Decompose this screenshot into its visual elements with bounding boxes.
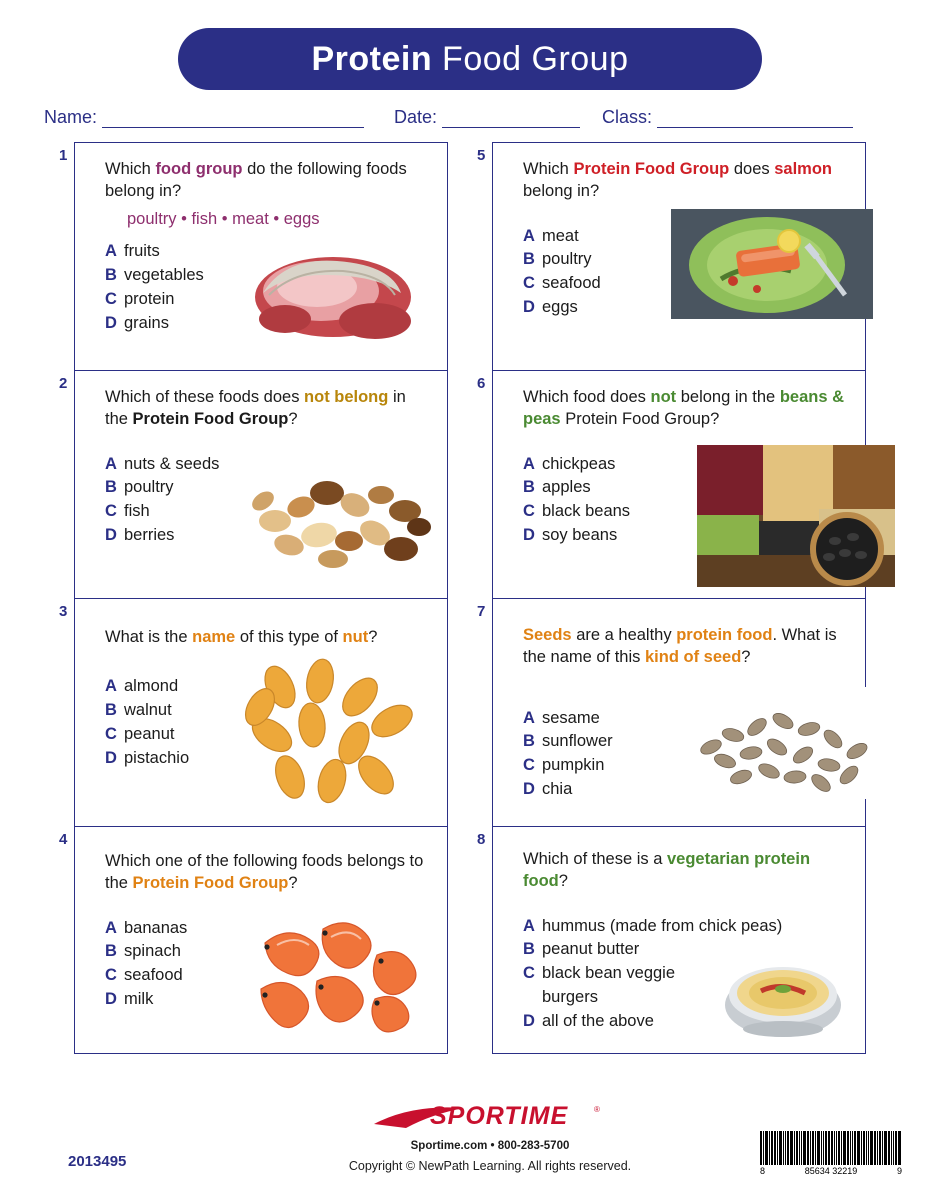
answer-letter: B <box>105 942 117 961</box>
answer-text: fruits <box>124 242 160 261</box>
class-label: Class: <box>602 107 653 127</box>
answer-text: chickpeas <box>542 454 616 473</box>
answer-letter: D <box>105 990 117 1009</box>
page-title <box>311 40 628 79</box>
answer-option[interactable] <box>523 938 851 962</box>
barcode-digit-left: 8 <box>760 1166 766 1176</box>
answer-letter: B <box>523 940 535 959</box>
answer-letter: A <box>523 916 535 935</box>
answer-option[interactable] <box>105 240 433 264</box>
question-card-5 <box>477 142 866 370</box>
answer-list <box>523 915 851 1035</box>
answer-option[interactable] <box>523 272 851 296</box>
page-title-bold: Protein <box>311 39 433 78</box>
svg-text:®: ® <box>594 1105 600 1114</box>
answer-text: poultry <box>124 478 174 497</box>
answer-text: poultry <box>542 250 592 269</box>
answer-option[interactable] <box>523 962 851 1010</box>
answer-text: hummus (made from chick peas) <box>542 916 783 935</box>
answer-text: black bean veggie burgers <box>542 964 676 1007</box>
page-title-light: Food Group <box>432 39 629 78</box>
answer-option[interactable] <box>105 524 433 548</box>
answer-letter: C <box>523 274 535 293</box>
answer-list <box>105 675 433 771</box>
answer-letter: C <box>105 966 117 985</box>
answer-text: soy beans <box>542 526 618 545</box>
name-field[interactable] <box>44 107 364 128</box>
answer-option[interactable] <box>523 476 851 500</box>
question-card-8 <box>477 826 866 1054</box>
answer-text: fish <box>124 502 150 521</box>
answer-option[interactable] <box>105 917 433 941</box>
question-prompt: Which of these is a vegetarian protein food? <box>523 850 811 890</box>
answer-text: all of the above <box>542 1012 654 1031</box>
answer-option[interactable] <box>523 296 851 320</box>
name-input-rule[interactable] <box>102 114 364 128</box>
answer-text: apples <box>542 478 591 497</box>
answer-option[interactable] <box>105 723 433 747</box>
answer-text: seafood <box>542 274 601 293</box>
class-input-rule[interactable] <box>657 114 853 128</box>
answer-option[interactable] <box>105 940 433 964</box>
answer-text: walnut <box>124 700 172 719</box>
barcode-digit-mid: 85634 32219 <box>804 1166 858 1176</box>
answer-option[interactable] <box>105 264 433 288</box>
answer-letter: A <box>105 676 117 695</box>
answer-option[interactable] <box>523 730 851 754</box>
question-card-3 <box>59 598 448 826</box>
answer-option[interactable] <box>523 225 851 249</box>
answer-letter: B <box>105 266 117 285</box>
answer-text: sunflower <box>542 732 613 751</box>
answer-text: bananas <box>124 918 188 937</box>
question-prompt: Which one of the following foods belongs to the Protein Food Group? <box>105 852 424 892</box>
answer-option[interactable] <box>523 524 851 548</box>
question-number: 3 <box>59 603 68 620</box>
name-label: Name: <box>44 107 98 127</box>
answer-option[interactable] <box>523 754 851 778</box>
question-number: 4 <box>59 831 68 848</box>
answer-letter: A <box>105 454 117 473</box>
class-field[interactable] <box>602 107 853 128</box>
question-number: 7 <box>477 603 486 620</box>
barcode-bars <box>760 1131 902 1165</box>
answer-option[interactable] <box>523 248 851 272</box>
answer-letter: A <box>523 226 535 245</box>
answer-letter: C <box>105 724 117 743</box>
question-number: 5 <box>477 147 486 164</box>
answer-option[interactable] <box>523 778 851 802</box>
question-card-1 <box>59 142 448 370</box>
answer-text: chia <box>542 780 573 799</box>
answer-option[interactable] <box>105 453 433 477</box>
sportime-logo <box>372 1098 604 1132</box>
answer-text: milk <box>124 990 154 1009</box>
answer-letter: B <box>523 250 535 269</box>
answer-letter: A <box>105 242 117 261</box>
footer-copyright: Copyright © NewPath Learning. All rights reserved. <box>348 1159 632 1173</box>
answer-letter: A <box>523 708 535 727</box>
answer-option[interactable] <box>105 476 433 500</box>
answer-option[interactable] <box>523 915 851 939</box>
answer-text: black beans <box>542 502 631 521</box>
date-label: Date: <box>394 107 438 127</box>
answer-option[interactable] <box>105 747 433 771</box>
question-card-2 <box>59 370 448 598</box>
answer-text: pistachio <box>124 748 190 767</box>
question-card-4 <box>59 826 448 1054</box>
question-prompt: Seeds are a healthy protein food. What is the name of this kind of seed? <box>523 626 837 666</box>
barcode <box>760 1131 902 1177</box>
answer-option[interactable] <box>523 1010 851 1034</box>
answer-letter: D <box>105 526 117 545</box>
answer-option[interactable] <box>105 988 433 1012</box>
question-prompt: What is the name of this type of nut? <box>105 628 378 646</box>
answer-option[interactable] <box>105 312 433 336</box>
answer-letter: D <box>105 314 117 333</box>
student-info-line <box>44 100 896 128</box>
answer-text: spinach <box>124 942 181 961</box>
footer-contact: Sportime.com • 800-283-5700 <box>410 1140 570 1152</box>
barcode-digits <box>760 1166 902 1176</box>
sku-number: 2013495 <box>68 1153 127 1170</box>
answer-option[interactable] <box>105 288 433 312</box>
answer-text: vegetables <box>124 266 204 285</box>
answer-text: peanut <box>124 724 175 743</box>
question-number: 2 <box>59 375 68 392</box>
answer-letter: C <box>523 756 535 775</box>
answer-letter: C <box>105 290 117 309</box>
answer-letter: D <box>523 780 535 799</box>
barcode-digit-right: 9 <box>896 1166 902 1176</box>
answer-letter: B <box>523 732 535 751</box>
answer-option[interactable] <box>105 500 433 524</box>
answer-text: sesame <box>542 708 600 727</box>
answer-list <box>105 453 433 549</box>
answer-option[interactable] <box>105 675 433 699</box>
question-card-7 <box>477 598 866 826</box>
answer-text: eggs <box>542 298 578 317</box>
question-number: 8 <box>477 831 486 848</box>
question-subtext: poultry • fish • meat • eggs <box>127 209 320 228</box>
answer-list <box>523 453 851 549</box>
question-number: 6 <box>477 375 486 392</box>
answer-letter: C <box>105 502 117 521</box>
question-prompt: Which of these foods does not belong in the Protein Food Group? <box>105 388 406 428</box>
page-title-banner <box>178 28 762 90</box>
answer-letter: B <box>105 700 117 719</box>
answer-letter: D <box>523 526 535 545</box>
answer-text: pumpkin <box>542 756 605 775</box>
answer-text: grains <box>124 314 169 333</box>
answer-text: almond <box>124 676 179 695</box>
answer-letter: D <box>523 1012 535 1031</box>
answer-letter: A <box>105 918 117 937</box>
question-prompt: Which food group do the following foods belong in? <box>105 160 407 200</box>
answer-letter: C <box>523 964 535 983</box>
answer-option[interactable] <box>523 707 851 731</box>
svg-text:SPORTIME: SPORTIME <box>430 1102 569 1130</box>
answer-text: meat <box>542 226 579 245</box>
answer-list <box>523 707 851 803</box>
answer-text: protein <box>124 290 175 309</box>
answer-letter: B <box>105 478 117 497</box>
answer-list <box>523 225 851 321</box>
answer-text: berries <box>124 526 175 545</box>
date-input-rule[interactable] <box>442 114 580 128</box>
question-number: 1 <box>59 147 68 164</box>
answer-letter: A <box>523 454 535 473</box>
answer-text: seafood <box>124 966 183 985</box>
answer-option[interactable] <box>523 453 851 477</box>
answer-list <box>105 240 433 336</box>
date-field[interactable] <box>394 107 580 128</box>
answer-text: nuts & seeds <box>124 454 220 473</box>
answer-letter: C <box>523 502 535 521</box>
answer-option[interactable] <box>105 964 433 988</box>
questions-grid <box>59 142 866 1084</box>
answer-option[interactable] <box>105 699 433 723</box>
question-prompt: Which Protein Food Group does salmon belong in? <box>523 160 832 200</box>
answer-letter: B <box>523 478 535 497</box>
question-prompt: Which food does not belong in the beans & peas Protein Food Group? <box>523 388 845 428</box>
answer-option[interactable] <box>523 500 851 524</box>
answer-letter: D <box>105 748 117 767</box>
answer-text: peanut butter <box>542 940 640 959</box>
question-card-6 <box>477 370 866 598</box>
answer-letter: D <box>523 298 535 317</box>
answer-list <box>105 917 433 1013</box>
